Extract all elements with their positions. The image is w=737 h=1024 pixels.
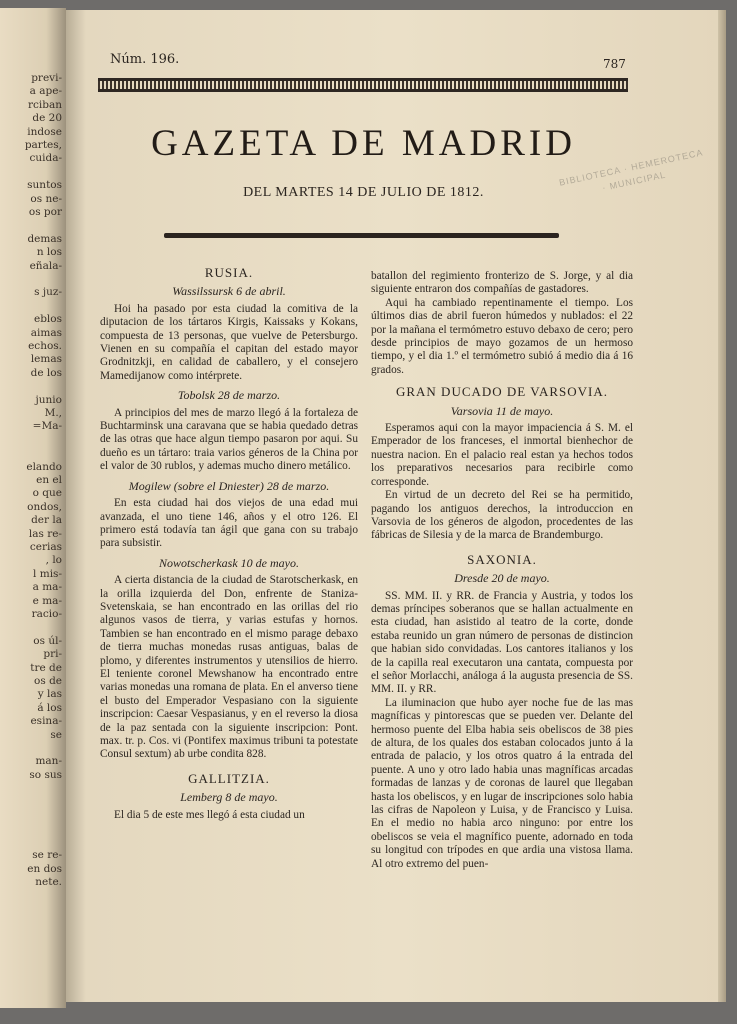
- facing-page-fragment: pri-: [43, 648, 62, 661]
- section-heading-gallitzia: GALLITZIA.: [188, 770, 270, 786]
- library-stamp: BIBLIOTECA · HEMEROTECA · MUNICIPAL: [558, 147, 705, 193]
- facing-page-fragment: se: [50, 728, 62, 741]
- dateline-wassilssursk: Wassilssursk 6 de abril.: [172, 284, 286, 299]
- facing-page-fragment: suntos: [27, 179, 62, 192]
- facing-page-fragment: cerias: [29, 541, 62, 553]
- divider-rule: [164, 233, 559, 238]
- facing-page-fragment: M.,: [44, 407, 62, 419]
- facing-page-fragment: nete.: [35, 876, 62, 888]
- page-number: 787: [603, 57, 626, 71]
- facing-page-fragment: á los: [37, 701, 62, 714]
- section-heading-saxonia: SAXONIA.: [467, 551, 537, 567]
- facing-page-fragment: demas: [27, 232, 62, 245]
- facing-page-fragment: elando: [26, 460, 62, 473]
- dateline-mogilew: Mogilew (sobre el Dniester) 28 de marzo.: [128, 478, 330, 493]
- article-paragraph: A cierta distancia de la ciudad de Starotscherkask, en la orilla izquierda del Don, enfrente de Staniza-Svetenskaia, se han encontrado en las orillas del rio algunos vasos de tierra, y varias estufas y hornos. Tambien se han encontrado en el mismo parage debaxo de tierra muchas monedas rusas antiguas, balas de plomo, y diferentes instrumentos y utensilios de hierro. El teniente coronel Mewshanow ha encontrado entre varias monedas una romana de plata. En el anverso tiene el busto del Emperador Vespasiano con la siguiente inscripcion: Caesar Vespasianus, y en el reverso la diosa de la paz sentada con la siguiente inscripcion: Pont. max. tr. p. Cos. vi (Pontifex maximus tribuni ta potestate Consul sextum) ab urbe condita 828.: [100, 574, 358, 761]
- facing-page-fragment: junio: [35, 393, 62, 406]
- article-paragraph: La iluminacion que hubo ayer noche fue de las mas magníficas y pintorescas que se pueden ver. Delante del hermoso puente del Elba habia seis obeliscos de 38 pies de altura, de los quales dos estaban colocados junto á la entrada de palacio, y los otros quatro á la entrada del puente. A uno y otro lado habia unas magníficas arcadas formadas de lanzas y de coronas de laurel que llegaban hasta los obeliscos, y en lugar de inscripciones solo habia las cifras de Napoleon y Luisa, y de Francisco y Luisa. En el medio no habia arco ninguno: por entre los obeliscos se veia el magnífico puente, adornado en toda su longitud con trípodes en que ardia una vistosa llama. Al otro extremo del puen-: [371, 696, 633, 870]
- facing-page: [0, 8, 66, 1008]
- facing-page-fragment: n los: [36, 246, 62, 259]
- section-heading-rusia: RUSIA.: [204, 265, 254, 280]
- dateline-dresde: Dresde 20 de mayo.: [454, 571, 550, 586]
- article-paragraph: Hoi ha pasado por esta ciudad la comitiva de la diputacion de los tártaros Kirgis, Kaissaks y Kokans, compuesta de 13 personas, que vuelve de Petersburgo. Vienen en su compañía el capitan del estado mayor Grodnitzkji, en calidad de caballero, y el consejero Mamedijanow como intérprete.: [100, 302, 358, 382]
- facing-page-fragment: os ne-: [30, 192, 62, 205]
- facing-page-fragment: lemas: [30, 353, 62, 366]
- facing-page-fragment: las re-: [28, 527, 62, 540]
- article-paragraph: El dia 5 de este mes llegó á esta ciudad un: [114, 808, 305, 821]
- dateline: DEL MARTES 14 DE JULIO DE 1812.: [243, 185, 484, 200]
- section-heading-varsovia: GRAN DUCADO DE VARSOVIA.: [395, 384, 609, 400]
- article-paragraph: En virtud de un decreto del Rei se ha permitido, pagando los antiguos derechos, la introduccion en Varsovia de los géneros de algodon, procedentes de las fábricas de Silesia y de la marca de Brandemburgo.: [371, 489, 633, 542]
- facing-page-fragment: a ma-: [32, 581, 62, 594]
- dateline-tobolsk: Tobolsk 28 de marzo.: [177, 388, 281, 403]
- facing-page-fragment: rciban: [27, 98, 62, 111]
- facing-page-fragment: os de: [34, 675, 62, 687]
- facing-page-fragment: de 20: [32, 112, 62, 125]
- dateline-lemberg: Lemberg 8 de mayo.: [180, 790, 278, 805]
- facing-page-fragment: echos.: [28, 340, 62, 352]
- facing-page-fragment: l mis-: [33, 567, 62, 580]
- page-edge: [718, 10, 726, 1002]
- facing-page-fragment: der la: [31, 514, 62, 527]
- facing-page-fragment: indose: [27, 125, 62, 138]
- facing-page-fragment: partes,: [24, 139, 62, 151]
- ornamental-rule: [98, 78, 628, 92]
- facing-page-fragment: esina-: [30, 715, 62, 728]
- facing-page-fragment: eñala-: [29, 259, 62, 272]
- facing-page-fragment: se re-: [32, 849, 62, 862]
- facing-page-fragment: , lo: [45, 554, 62, 567]
- dateline-varsovia: Varsovia 11 de mayo.: [450, 403, 554, 418]
- facing-page-fragment: cuida-: [29, 152, 62, 165]
- article-paragraph: batallon del regimiento fronterizo de S. Jorge, y al dia siguiente entraron dos compañías de gastadores.: [371, 270, 633, 296]
- article-paragraph: En esta ciudad hai dos viejos de una edad mui avanzada, el uno tiene 146, años y el otro 126. El primero está todavía tan ágil que gana con su trabajo para subsistir.: [100, 497, 358, 550]
- facing-page-fragment: en el: [36, 474, 62, 486]
- article-paragraph: Aqui ha cambiado repentinamente el tiempo. Los últimos dias de abril fueron húmedos y nublados: el 22 por la mañana el termómetro estuvo debaxo de cero; pero desde principios de mayo gozamos de un hermoso tiempo, y el dia 1.º el termómetro subió á medio dia á 16 grados.: [371, 296, 633, 376]
- facing-page-fragment: eblos: [33, 313, 62, 326]
- newspaper-page: [66, 10, 726, 1002]
- right-column: [371, 270, 633, 871]
- facing-page-fragment: tre de: [30, 661, 62, 674]
- article-paragraph: Esperamos aqui con la mayor impaciencia á S. M. el Emperador de los franceses, el inmortal bienhechor de nuestra nacion. En el palacio real estan ya hechos todos los preparativos necesarios para recibirle como corresponde.: [371, 422, 633, 488]
- facing-page-fragment: man-: [35, 755, 62, 768]
- article-paragraph: A principios del mes de marzo llegó á la fortaleza de Buchtarminsk una caravana que se habia quedado detras de las otras que hace algun tiempo pasaron por aqui. Su dueño es un tártaro: traia varios géneros de la China por el valor de 30 rublos, y ademas mucho dinero metálico.: [100, 406, 358, 473]
- facing-page-fragment: so sus: [29, 768, 62, 781]
- facing-page-fragment: s juz-: [34, 286, 62, 299]
- facing-page-fragment: =Ma-: [32, 420, 62, 433]
- dateline-nowotscherkask: Nowotscherkask 10 de mayo.: [159, 555, 299, 570]
- facing-page-fragment: ondos,: [27, 500, 62, 513]
- facing-page-fragment: e ma-: [32, 594, 62, 607]
- facing-page-fragment: de los: [30, 366, 62, 379]
- article-paragraph: SS. MM. II. y RR. de Francia y Austria, y todos los demas príncipes soberanos que se hallan actualmente en esta ciudad, han asistido al teatro de la corte, donde estaba reunido un gran número de personas de distincion que habian sido convidadas. Los cantores italianos y los de la capilla real executaron una cantata, compuesta por el señor Morlacchi, análoga á la augusta presencia de SS. MM. II. y RR.: [371, 589, 633, 696]
- left-column: [100, 260, 358, 822]
- facing-page-fragment: os úl-: [33, 634, 62, 647]
- masthead: GAZETA DE MADRID: [151, 123, 576, 164]
- facing-page-fragment: en dos: [27, 862, 62, 875]
- facing-page-fragment: aimas: [30, 326, 62, 339]
- issue-number: Núm. 196.: [110, 52, 180, 67]
- facing-page-fragment: previ-: [31, 72, 62, 84]
- facing-page-fragment: y las: [37, 688, 62, 701]
- facing-page-fragment: racio-: [31, 608, 62, 620]
- facing-page-fragment: a ape-: [29, 85, 62, 98]
- facing-page-fragment: os por: [28, 206, 62, 218]
- facing-page-fragment: o que: [32, 487, 62, 500]
